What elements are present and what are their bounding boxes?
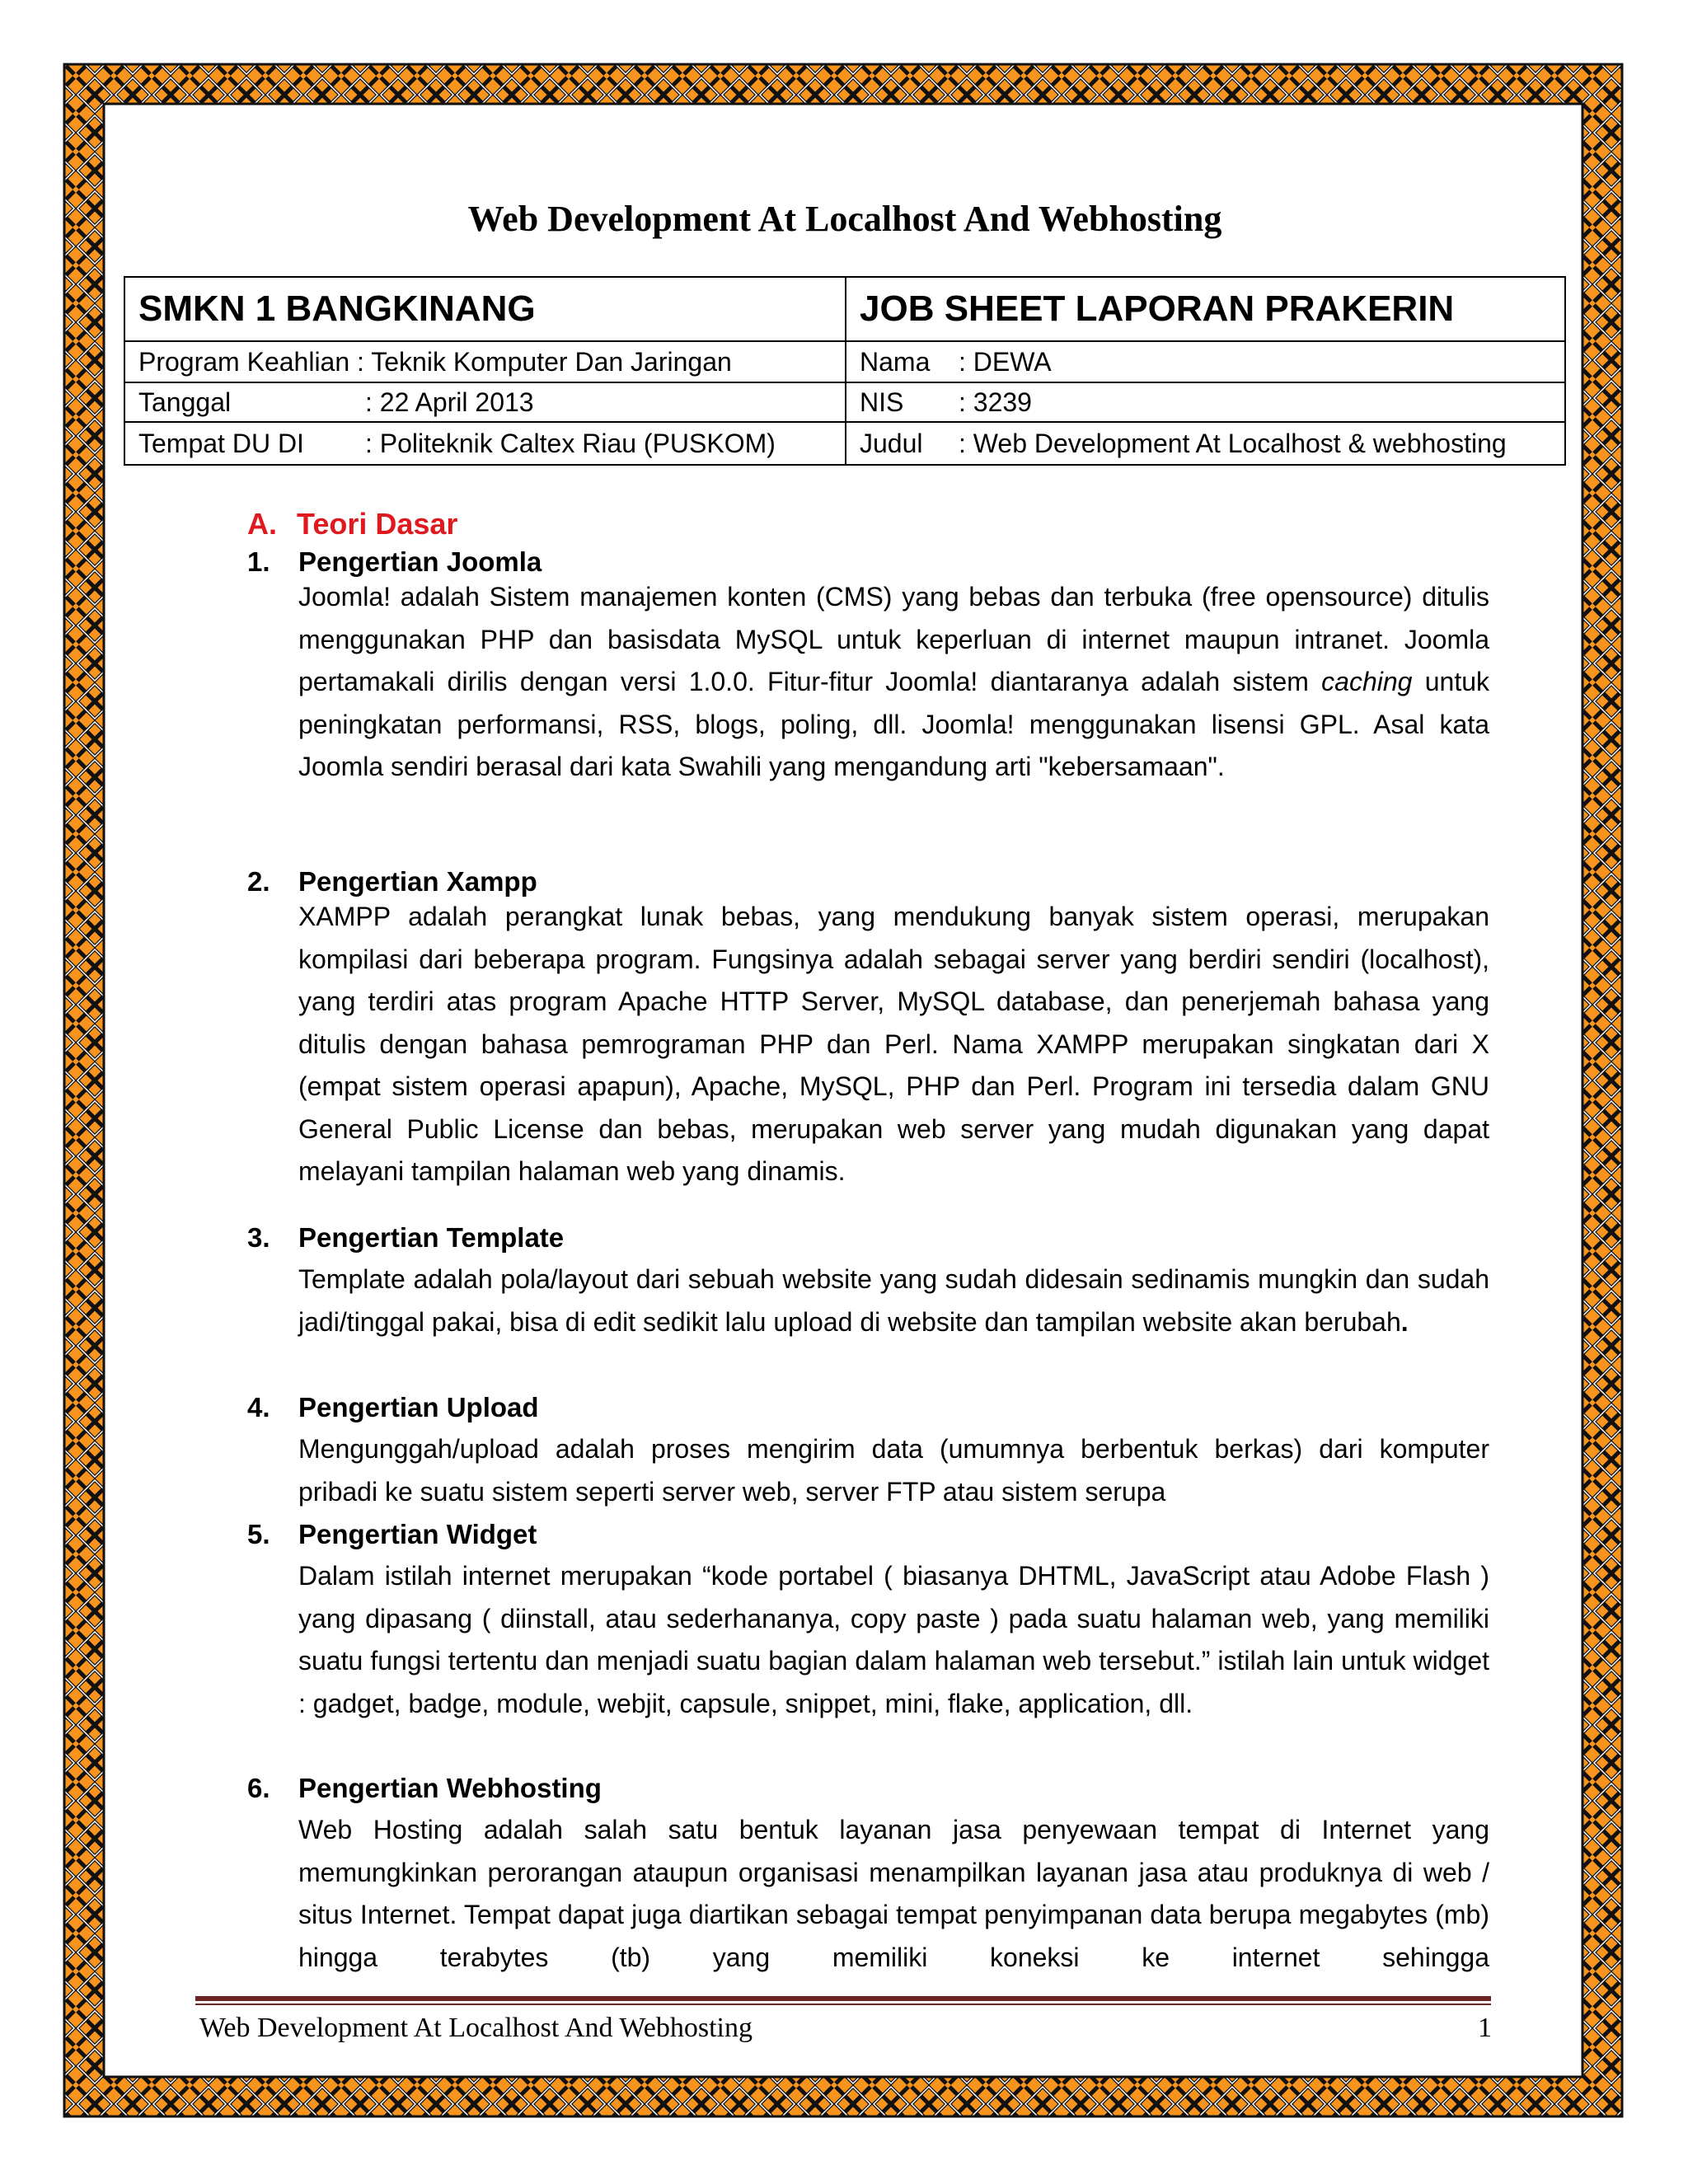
page-number: 1 <box>1478 2013 1492 2043</box>
judul-value: : Web Development At Localhost & webhosting <box>959 428 1507 458</box>
nis-cell <box>846 382 1565 422</box>
tempat-value: : Politeknik Caltex Riau (PUSKOM) <box>365 428 776 458</box>
program-value: : Teknik Komputer Dan Jaringan <box>357 346 732 377</box>
item-title: Pengertian Template <box>298 1222 565 1253</box>
list-item <box>247 861 1489 1193</box>
footer-divider-thin <box>195 2004 1491 2005</box>
section-heading <box>247 507 457 541</box>
item-number: 5. <box>247 1519 270 1549</box>
nama-cell <box>846 341 1565 382</box>
item-paragraph <box>298 576 1489 789</box>
item-heading <box>247 861 1489 902</box>
item-title: Pengertian Widget <box>298 1519 537 1549</box>
list-item <box>247 1217 1489 1343</box>
paragraph-bold: . <box>1400 1306 1409 1337</box>
list-item <box>247 1768 1489 1979</box>
item-paragraph: Mengunggah/upload adalah proses mengirim data (umumnya berbentuk berkas) dari komputer pribadi ke suatu sistem seperti server web, server FTP atau sistem serupa <box>298 1434 1489 1507</box>
section-number: A. <box>247 507 277 541</box>
nis-label: NIS <box>860 387 904 417</box>
school-name: SMKN 1 BANGKINANG <box>124 277 846 341</box>
tanggal-value: : 22 April 2013 <box>365 387 534 417</box>
item-number: 2. <box>247 866 270 897</box>
item-number: 3. <box>247 1222 270 1253</box>
footer-divider <box>195 1996 1491 2001</box>
list-item <box>247 1514 1489 1725</box>
list-item <box>247 1387 1489 1513</box>
item-paragraph: Dalam istilah internet merupakan “kode portabel ( biasanya DHTML, JavaScript atau Adobe Flash ) yang dipasang ( diinstall, atau sederhananya, copy paste ) pada suatu halaman web, yang memiliki suatu fungsi tertentu dan menjadi suatu bagian dalam halaman web tersebut.” istilah lain untuk widget : gadget, badge, module, webjit, capsule, snippet, mini, flake, application, dll. <box>298 1561 1489 1718</box>
item-heading <box>247 1514 1489 1555</box>
document-page <box>124 161 1566 2023</box>
paragraph-text: untuk peningkatan performansi, RSS, blogs, poling, dll. Joomla! menggunakan lisensi GPL. Asal kata Joomla sendiri berasal dari kata Swahili yang mengandung arti "kebersamaan". <box>298 667 1490 781</box>
item-title: Pengertian Upload <box>298 1392 539 1422</box>
paragraph-text: Template adalah pola/layout dari sebuah website yang sudah didesain sedinamis mungkin dan sudah jadi/tinggal pakai, bisa di edit sedikit lalu upload di website dan tampilan website akan berubah <box>298 1264 1489 1337</box>
item-title: Pengertian Joomla <box>298 546 542 577</box>
tanggal-cell <box>124 382 846 422</box>
item-paragraph <box>298 1258 1489 1343</box>
tanggal-label: Tanggal <box>138 387 232 417</box>
document-title: Web Development At Localhost And Webhosting <box>467 199 1222 239</box>
tempat-label: Tempat DU DI <box>138 428 304 458</box>
paragraph-text: Joomla! adalah Sistem manajemen konten (CMS) yang bebas dan terbuka (free opensource) ditulis menggunakan PHP dan basisdata MySQL untuk keperluan di internet maupun intranet. Joomla pertamakali dirilis dengan versi 1.0.0. Fitur-fitur Joomla! diantaranya adalah sistem <box>298 582 1489 696</box>
nama-value: : DEWA <box>959 346 1052 377</box>
item-number: 4. <box>247 1392 270 1422</box>
nis-value: : 3239 <box>959 387 1032 417</box>
item-number: 1. <box>247 546 270 577</box>
program-label: Program Keahlian <box>138 346 350 377</box>
item-heading <box>247 1387 1489 1428</box>
item-heading <box>247 1217 1489 1258</box>
sheet-title: JOB SHEET LAPORAN PRAKERIN <box>846 277 1565 341</box>
tempat-cell <box>124 422 846 465</box>
header-table <box>124 276 1566 466</box>
footer-title: Web Development At Localhost And Webhosting <box>199 2013 753 2043</box>
section-title: Teori Dasar <box>297 507 458 541</box>
item-paragraph: XAMPP adalah perangkat lunak bebas, yang mendukung banyak sistem operasi, merupakan kompilasi dari beberapa program. Fungsinya adalah sebagai server yang berdiri sendiri (localhost), yang terdiri atas program Apache HTTP Server, MySQL database, dan penerjemah bahasa yang ditulis dengan bahasa pemrograman PHP dan Perl. Nama XAMPP merupakan singkatan dari X (empat sistem operasi apapun), Apache, MySQL, PHP dan Perl. Program ini tersedia dalam GNU General Public License dan bebas, merupakan web server yang mudah digunakan yang dapat melayani tampilan halaman web yang dinamis. <box>298 902 1489 1186</box>
nama-label: Nama <box>860 346 931 377</box>
item-title: Pengertian Webhosting <box>298 1773 602 1803</box>
item-paragraph: Web Hosting adalah salah satu bentuk layanan jasa penyewaan tempat di Internet yang memungkinkan perorangan ataupun organisasi menampilkan layanan jasa atau produknya di web / situs Internet. Tempat dapat juga diartikan sebagai tempat penyimpanan data berupa megabytes (mb) hingga terabytes (tb) yang memiliki koneksi ke internet sehingga <box>298 1815 1489 1972</box>
program-cell <box>124 341 846 382</box>
paragraph-italic: caching <box>1321 667 1413 696</box>
item-number: 6. <box>247 1773 270 1803</box>
item-title: Pengertian Xampp <box>298 866 537 897</box>
judul-cell <box>846 422 1565 465</box>
item-heading <box>247 1768 1489 1809</box>
list-item <box>247 541 1490 789</box>
judul-label: Judul <box>860 428 923 458</box>
item-heading <box>247 541 1489 583</box>
